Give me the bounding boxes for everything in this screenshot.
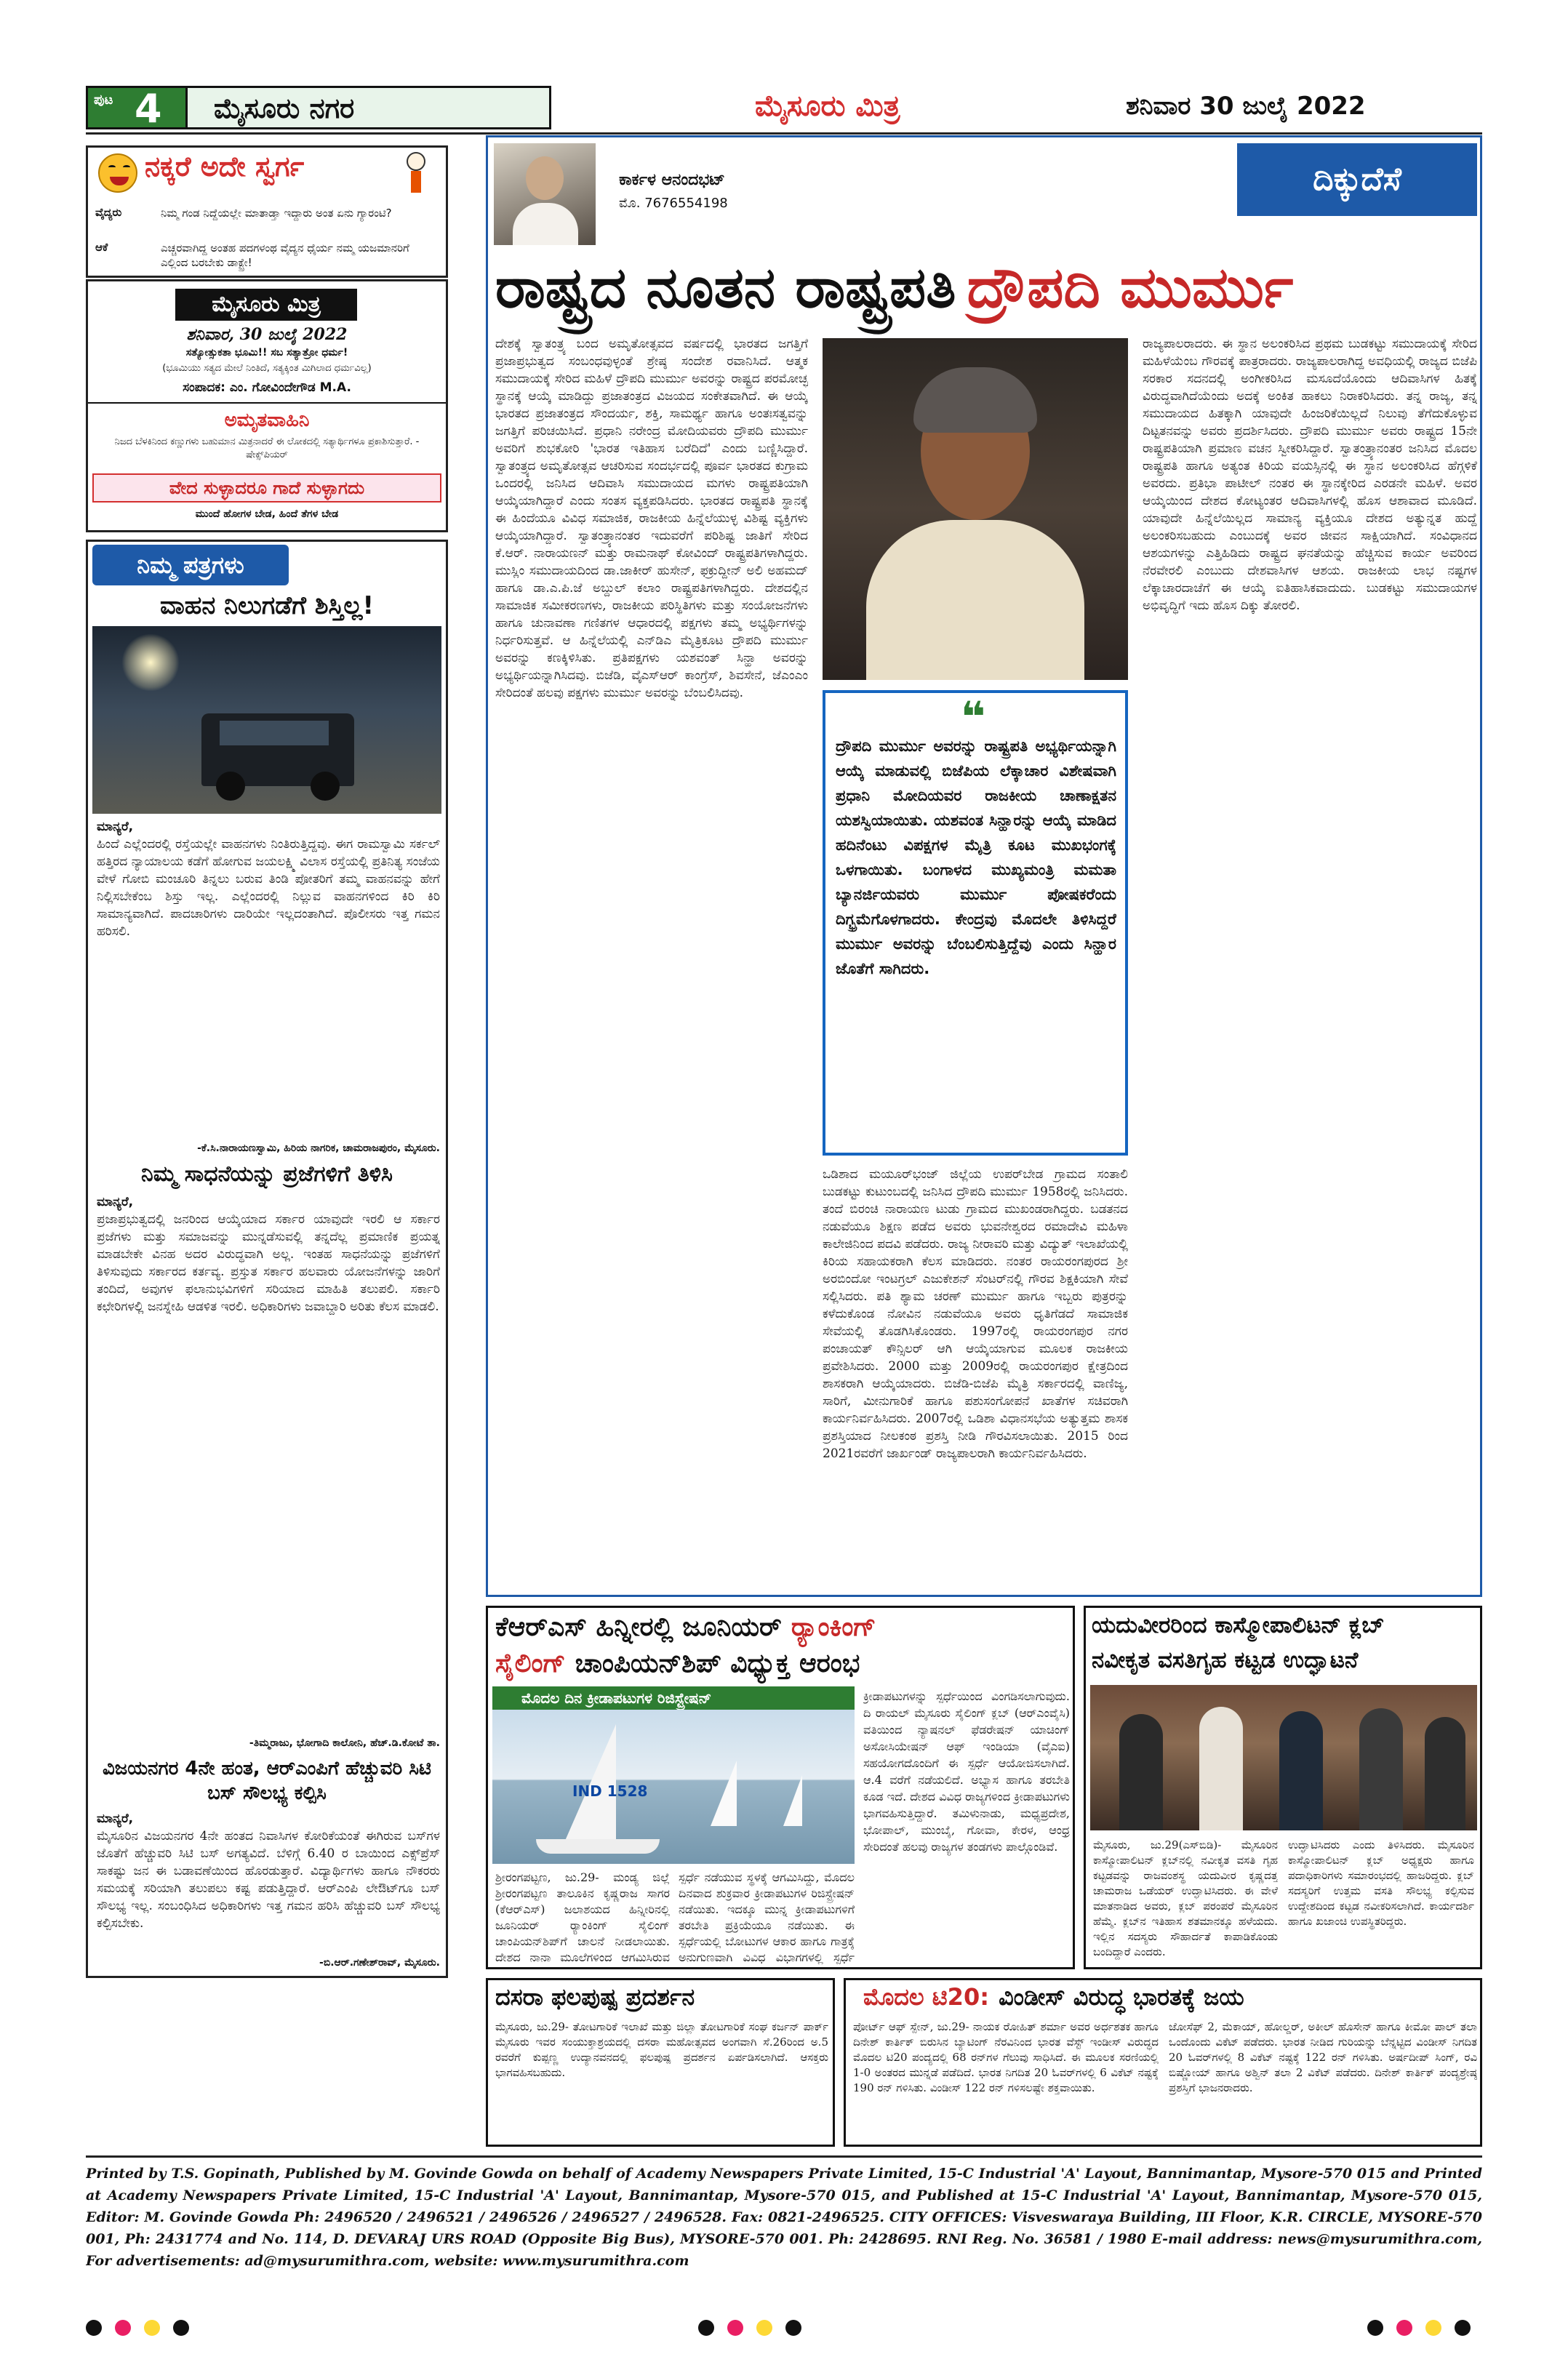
letter3-sign: -ಬಿ.ಆರ್.ಗಣೇಶ್‌ರಾವ್, ಮೈಸೂರು. (319, 1957, 440, 1969)
sailing-headline-b: ರ‍್ಯಾಂಕಿಂಗ್ (791, 1612, 876, 1642)
laughing-face-icon (98, 153, 137, 193)
letters-box (86, 540, 448, 1978)
masthead (86, 86, 1482, 132)
page-number: 4 (135, 86, 162, 132)
veda-title: ವೇದ ಸುಳ್ಳಾದರೂ ಗಾದೆ ಸುಳ್ಳಾಗದು (169, 478, 365, 498)
page-number-badge (86, 86, 188, 132)
wheel-right (311, 772, 340, 801)
letters-header-text: ನಿಮ್ಮ ಪತ್ರಗಳು (137, 551, 244, 579)
cricket-headline-b: ವಿಂಡೀಸ್ ವಿರುದ್ಧ ಭಾರತಕ್ಕೆ ಜಯ (999, 1983, 1244, 2011)
person-5 (1425, 1717, 1465, 1830)
person-2 (1199, 1707, 1243, 1830)
person-3 (1279, 1711, 1323, 1830)
letter1-sign: -ಕೆ.ಸಿ.ನಾರಾಯಣಸ್ವಾಮಿ, ಹಿರಿಯ ನಾಗರಿಕ, ಚಾಮರಾಜಪುರಂ, ಮೈಸೂರು. (197, 1142, 440, 1154)
cricket-article (844, 1978, 1482, 2147)
letter3-body: ಮೈಸೂರಿನ ವಿಜಯನಗರ 4ನೇ ಹಂತದ ನಿವಾಸಿಗಳ ಕೋರಿಕೆಯಂತೆ ಈಗಿರುವ ಬಸ್‌ಗಳ ಜೊತೆಗೆ ಹೆಚ್ಚುವರಿ ಸಿಟಿ ಬಸ್ ಅಗತ್ಯವಿದೆ. ಬೆಳಿಗ್ಗೆ 6.40 ರ ಬಾಯಿಂದ ಎಕ್ಸ್‌ಪ್ರೆಸ್ ಸಾಕಷ್ಟು ಜನ ಈ ಬಡಾವಣೆಯಿಂದ ಹೊರಡುತ್ತಾರೆ. ವಿದ್ಯಾರ್ಥಿಗಳು ಹಾಗೂ ನೌಕರರು ಸಮಯಕ್ಕೆ ಸರಿಯಾಗಿ ತಲುಪಲು ಕಷ್ಟ ಪಡುತ್ತಿದ್ದಾರೆ. ಆರ್‌ಎಂಪಿ ಲೇಔಟ್‌ಗೂ ಬಸ್ ಸೌಲಭ್ಯ ಇಲ್ಲ. ಸಂಬಂಧಿಸಿದ ಅಧಿಕಾರಿಗಳು ಇತ್ತ ಗಮನ ಹರಿಸಿ ಹೆಚ್ಚುವರಿ ಬಸ್ ಸೌಲಭ್ಯ ಕಲ್ಪಿಸಬೇಕು. (97, 1829, 440, 1931)
sailing-body-right: ಕ್ರೀಡಾಪಟುಗಳನ್ನು ಸ್ಪರ್ಧೆಯಿಂದ ವಿಂಗಡಿಸಲಾಗುವುದು. ದಿ ರಾಯಲ್ ಮೈಸೂರು ಸೈಲಿಂಗ್ ಕ್ಲಬ್ (ಆರ್‌ಎಂವೈಸಿ) ವತಿಯಿಂದ ನ್ಯಾಷನಲ್ ಫೆಡರೇಷನ್ ಯಾಚಿಂಗ್ ಅಸೋಸಿಯೇಷನ್ ಆಫ್ ಇಂಡಿಯಾ (ವೈಎಐ) ಸಹಯೋಗದೊಂದಿಗೆ ಈ ಸ್ಪರ್ಧೆ ಆಯೋಜಿಸಲಾಗಿದೆ. ಆ.4 ವರೆಗೆ ನಡೆಯಲಿದೆ. ಅಭ್ಯಾಸ ಹಾಗೂ ತರಬೇತಿ ಕೂಡ ಇದೆ. ದೇಶದ ವಿವಿಧ ರಾಜ್ಯಗಳಿಂದ ಕ್ರೀಡಾಪಟುಗಳು ಭಾಗವಹಿಸುತ್ತಿದ್ದಾರೆ. ತಮಿಳುನಾಡು, ಮಧ್ಯಪ್ರದೇಶ, ಭೋಪಾಲ್, ಮುಂಬೈ, ಗೋವಾ, ಕೇರಳ, ಆಂಧ್ರ ಸೇರಿದಂತೆ ಹಲವು ರಾಜ್ಯಗಳ ತಂಡಗಳು ಪಾಲ್ಗೊಂಡಿವೆ. (863, 1689, 1070, 1854)
club-headline-b: ನವೀಕೃತ ವಸತಿಗೃಹ ಕಟ್ಟಡ ಉದ್ಘಾಟನೆ (1092, 1647, 1359, 1673)
flower-body: ಮೈಸೂರು, ಜು.29- ತೋಟಗಾರಿಕೆ ಇಲಾಖೆ ಮತ್ತು ಜಿಲ್ಲಾ ತೋಟಗಾರಿಕೆ ಸಂಘ ಕರ್ಜನ್ ಪಾರ್ಕ್ ಮೈಸೂರು ಇವರ ಸಂಯುಕ್ತಾಶ್ರಯದಲ್ಲಿ ದಸರಾ ಮಹೋತ್ಸವದ ಅಂಗವಾಗಿ ಸೆ.26ರಿಂದ ಅ.5 ರವರೆಗೆ ಕುಪ್ಪಣ್ಣ ಉದ್ಯಾನವನದಲ್ಲಿ ಫಲಪುಷ್ಪ ಪ್ರದರ್ಶನ ಏರ್ಪಡಿಸಲಾಗಿದೆ. ಆಸಕ್ತರು ಭಾಗವಹಿಸಬಹುದು. (495, 2020, 828, 2079)
edit-editor: ಸಂಪಾದಕ: ಎಂ. ಗೋವಿಂದೇಗೌಡ M.A. (183, 380, 351, 395)
letter1-title: ವಾಹನ ನಿಲುಗಡೆಗೆ ಶಿಸ್ತಿಲ್ಲ! (159, 591, 375, 620)
cricket-headline-a: ಮೊದಲ ಟಿ20: (863, 1983, 990, 2011)
footer-imprint: Printed by T.S. Gopinath, Published by M. Govinde Gowda on behalf of Academy Newspapers Private Limited, 15-C Industrial 'A' Layout, Bannimantap, Mysore-570 015 and Printed at Academy Newspapers Private Limited, 15-C Industrial 'A' Layout, Bannimantap, Mysore-570 015, and Published at 15-C Industrial 'A' Layout, Bannimantap, Mysore-570 015, Editor: M. Govinde Gowda Ph: 2496520 / 2496521 / 2496526 / 2496527 / 2496528. Fax: 0821-2496525. CITY OFFICES: Visveswaraya Building, III Floor, K.R. CIRCLE, MYSORE-570 001, Ph: 2431774 and No. 114, D. DEVARAJ URS ROAD (Opposite Big Bus), MYSORE-570 001. Ph: 2428695. RNI Reg. No. 36581 / 1980 E-mail address: news@mysurumithra.com, For advertisements: ad@mysurumithra.com, website: www.mysurumithra.com (86, 2166, 1482, 2269)
sailing-body-left: ಶ್ರೀರಂಗಪಟ್ಟಣ, ಜು.29- ಮಂಡ್ಯ ಜಿಲ್ಲೆ ಶ್ರೀರಂಗಪಟ್ಟಣ ತಾಲೂಕಿನ ಕೃಷ್ಣರಾಜ ಸಾಗರ (ಕೆಆರ್‌ಎಸ್) ಜಲಾಶಯದ ಹಿನ್ನೀರಿನಲ್ಲಿ ಜೂನಿಯರ್ ರ‍್ಯಾಂಕಿಂಗ್ ಸೈಲಿಂಗ್ ಚಾಂಪಿಯನ್‌ಶಿಪ್‌ಗೆ ಚಾಲನೆ ನೀಡಲಾಯಿತು. ದೇಶದ ನಾನಾ ಮೂಲೆಗಳಿಂದ ಆಗಮಿಸಿರುವ (495, 1870, 670, 1964)
edit-motto2: (ಭೂಮಿಯು ಸತ್ಯದ ಮೇಲೆ ನಿಂತಿದೆ, ಸತ್ಯಕ್ಕಿಂತ ಮಿಗಿಲಾದ ಧರ್ಮವಿಲ್ಲ) (162, 363, 372, 374)
amrita-title: ಅಮೃತವಾಹಿನಿ (224, 409, 310, 431)
sailing-headline-1 (495, 1612, 1070, 1643)
sailing-headline-d: ಚಾಂಪಿಯನ್‌ಶಿಪ್ ವಿಧ್ಯುಕ್ತ ಆರಂಭ (575, 1649, 860, 1678)
club-body-left: ಮೈಸೂರು, ಜು.29(ಎಸ್‌ಬಿಡಿ)- ಮೈಸೂರಿನ ಕಾಸ್ಮೋಪಾಲಿಟನ್ ಕ್ಲಬ್‌ನಲ್ಲಿ ನವೀಕೃತ ವಸತಿ ಗೃಹ ಕಟ್ಟಡವನ್ನು ರಾಜವಂಶಸ್ಥ ಯದುವೀರ ಕೃಷ್ಣದತ್ತ ಚಾಮರಾಜ ಒಡೆಯರ್ ಉದ್ಘಾಟಿಸಿದರು. ಈ ವೇಳೆ ಮಾತನಾಡಿದ ಅವರು, ಕ್ಲಬ್ ಪರಂಪರೆ ಮೈಸೂರಿನ ಹೆಮ್ಮೆ. ಕ್ಲಬ್‌ನ ಇತಿಹಾಸ ಶತಮಾನಕ್ಕೂ ಹಳೆಯದು. ಇಲ್ಲಿನ ಸದಸ್ಯರು ಸೌಹಾರ್ದತೆ ಕಾಪಾಡಿಕೊಂಡು ಬಂದಿದ್ದಾರೆ ಎಂದರು. (1093, 1838, 1278, 1958)
sailing-body-mid: ಸ್ಪರ್ಧೆ ನಡೆಯುವ ಸ್ಥಳಕ್ಕೆ ಆಗಮಿಸಿದ್ದು, ಮೊದಲ ದಿನವಾದ ಶುಕ್ರವಾರ ಕ್ರೀಡಾಪಟುಗಳ ರಿಜಿಸ್ಟ್ರೇಷನ್ ನಡೆಯಿತು. ಇದಕ್ಕೂ ಮುನ್ನ ಕ್ರೀಡಾಪಟುಗಳಿಗೆ ತರಬೇತಿ ಪ್ರಕ್ರಿಯೆಯೂ ನಡೆಯಿತು. ಈ ಸ್ಪರ್ಧೆಯಲ್ಲಿ ಬೋಟುಗಳ ಆಕಾರ ಹಾಗೂ ಗಾತ್ರಕ್ಕೆ ಅನುಗುಣವಾಗಿ ವಿವಿಧ ವಿಭಾಗಗಳಲ್ಲಿ ಸ್ಪರ್ಧೆ (679, 1870, 855, 1964)
cricket-headline (863, 1983, 1474, 2011)
edit-motto1: ಸತ್ಯೋತ್ಸುಕತಾ ಭೂಮಿ!! ಸಬ ಸತ್ಯಾತ್ರೋ ಧರ್ಮ! (185, 347, 348, 359)
wheel-left (216, 772, 245, 801)
veda-bar (92, 473, 441, 503)
sailing-headline-2 (495, 1649, 1070, 1679)
letter3-salute: ಮಾನ್ಯರೆ, (97, 1811, 134, 1826)
hair-shape (913, 367, 1037, 433)
sail-small-1 (711, 1761, 737, 1826)
letter1-salute: ಮಾನ್ಯರೆ, (97, 820, 134, 834)
sailing-caption: ಮೊದಲ ದಿನ ಕ್ರೀಡಾಪಟುಗಳ ರಿಜಿಸ್ಟ್ರೇಷನ್ (521, 1689, 712, 1707)
section-title-bar (188, 86, 551, 129)
letters-header (92, 545, 289, 585)
registration-marks-right (1367, 2320, 1484, 2339)
author-photo (494, 143, 596, 245)
sail-number: IND 1528 (572, 1782, 648, 1800)
club-body-right: ಉದ್ಘಾಟಿಸಿದರು ಎಂದು ತಿಳಿಸಿದರು. ಮೈಸೂರಿನ ಕಾಸ್ಮೋಪಾಲಿಟನ್ ಕ್ಲಬ್ ಅಧ್ಯಕ್ಷರು ಹಾಗೂ ಪದಾಧಿಕಾರಿಗಳು ಸಮಾರಂಭದಲ್ಲಿ ಹಾಜರಿದ್ದರು. ಕ್ಲಬ್ ಸದಸ್ಯರಿಗೆ ಉತ್ತಮ ವಸತಿ ಸೌಲಭ್ಯ ಕಲ್ಪಿಸುವ ಉದ್ದೇಶದಿಂದ ಕಟ್ಟಡ ನವೀಕರಿಸಲಾಗಿದೆ. ಕಾರ್ಯದರ್ಶಿ ಹಾಗೂ ಖಜಾಂಚಿ ಉಪಸ್ಥಿತರಿದ್ದರು. (1288, 1838, 1474, 1928)
cartoon-icon (393, 152, 437, 196)
section-title: ಮೈಸೂರು ನಗರ (214, 92, 355, 124)
author-phone: ಮೊ. 7676554198 (619, 196, 728, 211)
flower-headline: ದಸರಾ ಫಲಪುಷ್ಪ ಪ್ರದರ್ಶನ (495, 1983, 695, 2011)
suv-window (220, 721, 329, 745)
parked-vehicles-photo (92, 626, 441, 814)
edit-paper-name: ಮೈಸೂರು ಮಿತ್ರ (212, 292, 321, 317)
sailing-headline-a: ಕೆಆರ್‌ಎಸ್ ಹಿನ್ನೀರಲ್ಲಿ ಜೂನಿಯರ್ (495, 1612, 782, 1642)
column-article (486, 135, 1482, 1597)
sailing-photo (492, 1710, 855, 1864)
letter2-sign: -ತಿಮ್ಮರಾಜು, ಭೋಗಾದಿ ಕಾಲೋನಿ, ಹೆಚ್.ಡಿ.ಕೋಟೆ ತಾ. (249, 1737, 440, 1749)
headline (495, 255, 1477, 328)
amrita-text: ನಿಜದ ಬೆಳಕಿನಿಂದ ಕಣ್ಣುಗಳು ಬಹುಮಾನ ಮಿತ್ರನಾದರೆ ಈ ಲೋಕದಲ್ಲಿ ಸತ್ಯಾರ್ಥಿಗಳೂ ಪ್ರಕಾಶಿಸುತ್ತಾರೆ. - ಷೇಕ್ಸ್‌ಪಿಯರ್ (114, 436, 420, 460)
edit-paper-name-bar (175, 289, 357, 321)
flower-article (486, 1978, 835, 2147)
joke-q-label: ವೈದ್ಯರು (95, 206, 122, 219)
edit-divider (88, 402, 446, 404)
letter2-title: ನಿಮ್ಮ ಸಾಧನೆಯನ್ನು ಪ್ರಜೆಗಳಿಗೆ ತಿಳಿಸಿ (141, 1161, 393, 1187)
paper-name: ಮೈಸೂರು ಮಿತ್ರ (755, 89, 900, 123)
joke-box (86, 145, 448, 278)
club-photo (1090, 1685, 1477, 1830)
sailing-headline-c: ಸೈಲಿಂಗ್ (495, 1649, 566, 1678)
sailing-caption-bar (492, 1686, 855, 1710)
page-label: ಪುಟ (94, 92, 113, 108)
veda-text: ಮುಂದೆ ಹೋಗಳ ಬೇಡ, ಹಿಂದೆ ತೆಗಳ ಬೇಡ (195, 508, 339, 520)
cricket-body2: ಜೋಸೆಫ್ 2, ಮೆಕಾಯ್, ಹೋಲ್ಡರ್, ಅಕೀಲ್ ಹೊಸೇನ್ ಹಾಗೂ ಕೀಮೋ ಪಾಲ್ ತಲಾ ಒಂದೊಂದು ವಿಕೆಟ್ ಪಡೆದರು. ಭಾರತ ನೀಡಿದ ಗುರಿಯನ್ನು ಬೆನ್ನಟ್ಟಿದ ವಿಂಡೀಸ್ ನಿಗದಿತ 20 ಓವರ್‌ಗಳಲ್ಲಿ 8 ವಿಕೆಟ್ ನಷ್ಟಕ್ಕೆ 122 ರನ್ ಗಳಿಸಿತು. ಅರ್ಷದೀಪ್ ಸಿಂಗ್, ರವಿ ಬಿಷ್ಣೋಯ್ ಹಾಗೂ ಅಶ್ವಿನ್ ತಲಾ 2 ವಿಕೆಟ್ ಪಡೆದರು. ದಿನೇಶ್ ಕಾರ್ತಿಕ್ ಪಂದ್ಯಶ್ರೇಷ್ಠ ಪ್ರಶಸ್ತಿಗೆ ಭಾಜನರಾದರು. (1169, 2020, 1477, 2094)
headline-main: ರಾಷ್ಟ್ರದ ನೂತನ ರಾಷ್ಟ್ರಪತಿ (495, 255, 956, 321)
article-col1: ದೇಶಕ್ಕೆ ಸ್ವಾತಂತ್ರ್ಯ ಬಂದ ಅಮೃತೋತ್ಸವದ ವರ್ಷದಲ್ಲಿ ಭಾರತದ ಜಗತ್ತಿಗೆ ಪ್ರಜಾಪ್ರಭುತ್ವದ ಸಂಬಂಧವುಳ್ಳಂತೆ ಶ್ರೇಷ್ಠ ಸಂದೇಶ ರವಾನಿಸಿದೆ. ಆತ್ಮಕ ಸಮುದಾಯಕ್ಕೆ ಸೇರಿದ ಮಹಿಳೆ ದ್ರೌಪದಿ ಮುರ್ಮು ಅವರನ್ನು ರಾಷ್ಟ್ರದ ಪರಮೋಚ್ಛ ಸ್ಥಾನಕ್ಕೆ ಆಯ್ಕೆ ಮಾಡಿದ್ದು ಪ್ರಜಾತಂತ್ರದ ವಿಜಯದ ಸಂಕೇತವಾಗಿದೆ. ಈ ಆಯ್ಕೆ ಭಾರತದ ಪ್ರಜಾತಂತ್ರದ ಸೌಂದರ್ಯ, ಶಕ್ತಿ, ಸಾಮರ್ಥ್ಯ ಹಾಗೂ ಅಂತಃಸತ್ವವನ್ನು ಜಗತ್ತಿಗೆ ಪರಿಚಯಿಸಿದೆ. ಪ್ರಧಾನಿ ನರೇಂದ್ರ ಮೋದಿಯವರು ದ್ರೌಪದಿ ಮುರ್ಮು ಅವರಿಗೆ ಶುಭಕೋರಿ 'ಭಾರತ ಇತಿಹಾಸ ಬರೆದಿದೆ' ಎಂದು ಬಣ್ಣಿಸಿದ್ದಾರೆ. ಸ್ವಾತಂತ್ರ್ಯದ ಅಮೃತೋತ್ಸವ ಆಚರಿಸುವ ಸಂದರ್ಭದಲ್ಲಿ ಪೂರ್ವ ಭಾರತದ ಕುಗ್ರಾಮ ಒಂದರಲ್ಲಿ ಜನಿಸಿದ ಆದಿವಾಸಿ ಸಮುದಾಯದ ಮಗಳು ರಾಷ್ಟ್ರಪತಿಯಾಗಿ ಆಯ್ಕೆಯಾಗಿದ್ದಾರೆ ಎಂದು ಸಂತಸ ವ್ಯಕ್ತಪಡಿಸಿದರು. ಭಾರತದ ರಾಷ್ಟ್ರಪತಿ ಸ್ಥಾನಕ್ಕೆ ಈ ಹಿಂದೆಯೂ ವಿವಿಧ ಸಮಾಜಿಕ, ರಾಜಕೀಯ ಹಿನ್ನೆಲೆಯುಳ್ಳ ವಿಶಿಷ್ಟ ವ್ಯಕ್ತಿಗಳು ಆಯ್ಕೆಯಾಗಿದ್ದಾರೆ. ಸ್ವಾತಂತ್ರ್ಯಾನಂತರ ಇದುವರೆಗೆ ಪರಿಶಿಷ್ಟ ಜಾತಿಗೆ ಸೇರಿದ ಕೆ.ಆರ್. ನಾರಾಯಣನ್ ಮತ್ತು ರಾಮನಾಥ್ ಕೋವಿಂದ್ ರಾಷ್ಟ್ರಪತಿಗಳಾಗಿದ್ದರು. ಮುಸ್ಲಿಂ ಸಮುದಾಯದಿಂದ ಡಾ.ಜಾಕೀರ್ ಹುಸೇನ್, ಫಕ್ರುದ್ದೀನ್ ಅಲಿ ಅಹಮದ್ ಹಾಗೂ ಡಾ.ಎ.ಪಿ.ಜೆ ಅಬ್ದುಲ್ ಕಲಾಂ ರಾಷ್ಟ್ರಪತಿಗಳಾಗಿದ್ದರು. ದೇಶದಲ್ಲಿನ ಸಾಮಾಜಿಕ ಸಮೀಕರಣಗಳು, ರಾಜಕೀಯ ಪರಿಸ್ಥಿತಿಗಳು ಮತ್ತು ಸಂಯೋಜನೆಗಳು ಹಾಗೂ ಚುನಾವಣಾ ಗಣಿತಗಳ ಆಧಾರದಲ್ಲಿ ಪಕ್ಷಗಳು ತಮ್ಮ ಅಭ್ಯರ್ಥಿಗಳನ್ನು ನಿರ್ಧರಿಸುತ್ತವೆ. ಆ ಹಿನ್ನೆಲೆಯಲ್ಲಿ ಎನ್‌ಡಿಎ ಮೈತ್ರಿಕೂಟ ದ್ರೌಪದಿ ಮುರ್ಮು ಅವರನ್ನು ಕಣಕ್ಕಿಳಿಸಿತು. ಪ್ರತಿಪಕ್ಷಗಳು ಯಶವಂತ್ ಸಿನ್ಹಾ ಅವರನ್ನು ಅಭ್ಯರ್ಥಿಯನ್ನಾಗಿಸಿದವು. ಬಿಜೆಡಿ, ವೈಎಸ್‌ಆರ್ ಕಾಂಗ್ರೆಸ್, ಶಿವಸೇನೆ, ಜೆಎಂಎಂ ಸೇರಿದಂತೆ ಹಲವು ಪಕ್ಷಗಳು ಮುರ್ಮು ಅವರನ್ನು ಬೆಂಬಲಿಸಿದವು. (495, 337, 808, 700)
sail-small-2 (783, 1775, 802, 1826)
column-label: ದಿಕ್ಕುದೆಸೆ (1313, 161, 1401, 198)
edit-date: ಶನಿವಾರ, 30 ಜುಲೈ 2022 (186, 325, 348, 344)
registration-marks-center (698, 2320, 815, 2339)
headline-name: ದ್ರೌಪದಿ ಮುರ್ಮು (967, 255, 1294, 321)
article-col3: ರಾಜ್ಯಪಾಲರಾದರು. ಈ ಸ್ಥಾನ ಅಲಂಕರಿಸಿದ ಪ್ರಥಮ ಬುಡಕಟ್ಟು ಸಮುದಾಯಕ್ಕೆ ಸೇರಿದ ಮಹಿಳೆಯೆಂಬ ಗೌರವಕ್ಕೆ ಪಾತ್ರರಾದರು. ರಾಜ್ಯಪಾಲರಾಗಿದ್ದ ಅವಧಿಯಲ್ಲಿ ರಾಜ್ಯದ ಬಿಜೆಪಿ ಸರಕಾರ ಸದನದಲ್ಲಿ ಅಂಗೀಕರಿಸಿದ ಮಸೂದೆಯೊಂದು ಆದಿವಾಸಿಗಳ ಹಿತಕ್ಕೆ ವಿರುದ್ಧವಾಗಿದೆಯೆಂದು ಅದಕ್ಕೆ ಅಂಕಿತ ಹಾಕಲು ನಿರಾಕರಿಸಿದರು. ತನ್ನ ರಾಜ್ಯ, ತನ್ನ ಸಮುದಾಯದ ಹಿತಕ್ಕಾಗಿ ಯಾವುದೇ ಹಿಂಜರಿಕೆಯಿಲ್ಲದೆ ನಿಲುವು ತೆಗೆದುಕೊಳ್ಳುವ ದಿಟ್ಟತನವನ್ನು ಅವರು ಪ್ರದರ್ಶಿಸಿದರು. ದ್ರೌಪದಿ ಮುರ್ಮು ಅವರು ರಾಷ್ಟ್ರದ 15ನೇ ರಾಷ್ಟ್ರಪತಿಯಾಗಿ ಪ್ರಮಾಣ ವಚನ ಸ್ವೀಕರಿಸಿದ್ದಾರೆ. ಸ್ವಾತಂತ್ರ್ಯಾನಂತರ ಜನಿಸಿದ ಮೊದಲ ರಾಷ್ಟ್ರಪತಿ ಹಾಗೂ ಅತ್ಯಂತ ಕಿರಿಯ ವಯಸ್ಸಿನಲ್ಲಿ ಈ ಸ್ಥಾನ ಅಲಂಕರಿಸಿದ ಹೆಗ್ಗಳಿಕೆ ಅವರದು. ಪ್ರತಿಭಾ ಪಾಟೀಲ್ ನಂತರ ಈ ಸ್ಥಾನಕ್ಕೇರಿದ ಎರಡನೇ ಮಹಿಳೆ. ಅವರ ಆಯ್ಕೆಯಿಂದ ದೇಶದ ಕೋಟ್ಯಂತರ ಆದಿವಾಸಿಗಳಲ್ಲಿ ಹೊಸ ಆಶಾವಾದ ಮೂಡಿದೆ. ಯಾವುದೇ ಹಿನ್ನೆಲೆಯಿಲ್ಲದ ಸಾಮಾನ್ಯ ವ್ಯಕ್ತಿಯೂ ದೇಶದ ಅತ್ಯುನ್ನತ ಹುದ್ದೆ ಅಲಂಕರಿಸಬಹುದು ಎಂಬುದಕ್ಕೆ ಅವರ ಜೀವನ ಸಾಕ್ಷಿಯಾಗಿದೆ. ಸಂವಿಧಾನದ ಆಶಯಗಳನ್ನು ಎತ್ತಿಹಿಡಿದು ರಾಷ್ಟ್ರದ ಘನತೆಯನ್ನು ಹೆಚ್ಚಿಸುವ ಕಾರ್ಯ ಅವರಿಂದ ನೆರವೇರಲಿ ಎಂಬುದು ದೇಶವಾಸಿಗಳ ಆಶಯ. ರಾಜಕೀಯ ಲಾಭ ನಷ್ಟಗಳ ಲೆಕ್ಕಾಚಾರದಾಚೆಗೆ ಈ ಆಯ್ಕೆ ಐತಿಹಾಸಿಕವಾದುದು. ಬುಡಕಟ್ಟು ಸಮುದಾಯಗಳ ಅಭಿವೃದ್ಧಿಗೆ ಇದು ಹೊಸ ದಿಕ್ಕು ತೋರಲಿ. (1143, 337, 1477, 613)
club-article (1084, 1606, 1482, 1969)
club-headline-a: ಯದುವೀರರಿಂದ ಕಾಸ್ಮೋಪಾಲಿಟನ್ ಕ್ಲಬ್ (1092, 1612, 1385, 1638)
quote-icon: ❝ (960, 692, 986, 742)
footer-rule (86, 2155, 1482, 2158)
joke-a-label: ಆಕೆ (95, 241, 108, 254)
person-1 (1119, 1714, 1163, 1830)
boat-hull (536, 1839, 660, 1854)
pull-quote-text: ದ್ರೌಪದಿ ಮುರ್ಮು ಅವರನ್ನು ರಾಷ್ಟ್ರಪತಿ ಅಭ್ಯರ್ಥಿಯನ್ನಾಗಿ ಆಯ್ಕೆ ಮಾಡುವಲ್ಲಿ ಬಿಜೆಪಿಯ ಲೆಕ್ಕಾಚಾರ ವಿಶೇಷವಾಗಿ ಪ್ರಧಾನಿ ಮೋದಿಯವರ ರಾಜಕೀಯ ಚಾಣಾಕ್ಷತನ ಯಶಸ್ವಿಯಾಯಿತು. ಯಶವಂತ ಸಿನ್ಹಾರನ್ನು ಆಯ್ಕೆ ಮಾಡಿದ ಹದಿನೆಂಟು ವಿಪಕ್ಷಗಳ ಮೈತ್ರಿ ಕೂಟ ಮುಖಭಂಗಕ್ಕೆ ಒಳಗಾಯಿತು. ಬಂಗಾಳದ ಮುಖ್ಯಮಂತ್ರಿ ಮಮತಾ ಬ್ಯಾನರ್ಜಿಯವರು ಮುರ್ಮು ಪೋಷಕರೆಂದು ದಿಗ್ಭ್ರಮೆಗೊಳಗಾದರು. ಕೇಂದ್ರವು ಮೊದಲೇ ತಿಳಿಸಿದ್ದರೆ ಮುರ್ಮು ಅವರನ್ನು ಬೆಂಬಲಿಸುತ್ತಿದ್ದೆವು ಎಂದು ಸಿನ್ಹಾರ ಜೊತೆಗೆ ಸಾಗಿದರು. (836, 737, 1116, 977)
joke-q-text: ನಿಮ್ಮ ಗಂಡ ನಿದ್ದೆಯಲ್ಲೇ ಮಾತಾಡ್ತಾ ಇದ್ದಾರು ಅಂತ ಏನು ಗ್ಯಾರಂಟಿ? (161, 207, 392, 220)
letter2-body: ಪ್ರಜಾಪ್ರಭುತ್ವದಲ್ಲಿ ಜನರಿಂದ ಆಯ್ಕೆಯಾದ ಸರ್ಕಾರ ಯಾವುದೇ ಇರಲಿ ಆ ಸರ್ಕಾರ ಪ್ರಜೆಗಳು ಮತ್ತು ಸಮಾಜವನ್ನು ಮುನ್ನಡೆಸುವಲ್ಲಿ ತನ್ನದೆಲ್ಲ ಪ್ರಮಾಣಿಕ ಪ್ರಯತ್ನ ಮಾಡಬೇಕೇ ವಿನಹ ಅದರ ವಿರುದ್ಧವಾಗಿ ಅಲ್ಲ. ಇಂತಹ ಸಾಧನೆಯನ್ನು ಪ್ರಜೆಗಳಿಗೆ ತಿಳಿಸುವುದು ಸರ್ಕಾರದ ಕರ್ತವ್ಯ. ಪ್ರಸ್ತುತ ಸರ್ಕಾರ ಹಲವಾರು ಯೋಜನೆಗಳನ್ನು ಜಾರಿಗೆ ತಂದಿದೆ, ಅವುಗಳ ಫಲಾನುಭವಿಗಳಿಗೆ ಸರಿಯಾದ ಮಾಹಿತಿ ತಲುಪಲಿ. ಸರ್ಕಾರಿ ಕಛೇರಿಗಳಲ್ಲಿ ಜನಸ್ನೇಹಿ ಆಡಳಿತ ಇರಲಿ. ಅಧಿಕಾರಿಗಳು ಜವಾಬ್ದಾರಿ ಅರಿತು ಕೆಲಸ ಮಾಡಲಿ. (97, 1212, 440, 1314)
registration-marks-left (86, 2320, 202, 2339)
person-4 (1359, 1708, 1403, 1830)
joke-a-text: ಎಚ್ಚರವಾಗಿದ್ದ ಅಂತಹ ಪದಗಳಂಥ ವೈದ್ಯನ ಧೈರ್ಯ ನಮ್ಮ ಯಜಮಾನರಿಗೆ ಎಲ್ಲಿಂದ ಬರಬೇಕು ಡಾಕ್ಟ್ರೇ! (161, 241, 409, 269)
article-col2: ಒಡಿಶಾದ ಮಯೂರ್‌ಭಂಜ್ ಜಿಲ್ಲೆಯ ಉಪರ್‌ಬೇಡ ಗ್ರಾಮದ ಸಂತಾಲಿ ಬುಡಕಟ್ಟು ಕುಟುಂಬದಲ್ಲಿ ಜನಿಸಿದ ದ್ರೌಪದಿ ಮುರ್ಮು 1958ರಲ್ಲಿ ಜನಿಸಿದರು. ತಂದೆ ಬಿರಂಚಿ ನಾರಾಯಣ ಟುಡು ಗ್ರಾಮದ ಮುಖಂಡರಾಗಿದ್ದರು. ಬಡತನದ ನಡುವೆಯೂ ಶಿಕ್ಷಣ ಪಡೆದ ಅವರು ಭುವನೇಶ್ವರದ ರಮಾದೇವಿ ಮಹಿಳಾ ಕಾಲೇಜಿನಿಂದ ಪದವಿ ಪಡೆದರು. ರಾಜ್ಯ ನೀರಾವರಿ ಮತ್ತು ವಿದ್ಯುತ್ ಇಲಾಖೆಯಲ್ಲಿ ಕಿರಿಯ ಸಹಾಯಕರಾಗಿ ಕೆಲಸ ಮಾಡಿದರು. ನಂತರ ರಾಯರಂಗಪುರದ ಶ್ರೀ ಅರಬಿಂದೋ ಇಂಟಗ್ರಲ್ ಎಜುಕೇಶನ್ ಸೆಂಟರ್‌ನಲ್ಲಿ ಗೌರವ ಶಿಕ್ಷಕಿಯಾಗಿ ಸೇವೆ ಸಲ್ಲಿಸಿದರು. ಪತಿ ಶ್ಯಾಮ ಚರಣ್ ಮುರ್ಮು ಹಾಗೂ ಇಬ್ಬರು ಪುತ್ರರನ್ನು ಕಳೆದುಕೊಂಡ ನೋವಿನ ನಡುವೆಯೂ ಅವರು ಧೃತಿಗೆಡದೆ ಸಾಮಾಜಿಕ ಸೇವೆಯಲ್ಲಿ ತೊಡಗಿಸಿಕೊಂಡರು. 1997ರಲ್ಲಿ ರಾಯರಂಗಪುರ ನಗರ ಪಂಚಾಯತ್ ಕೌನ್ಸಿಲರ್ ಆಗಿ ಆಯ್ಕೆಯಾಗುವ ಮೂಲಕ ರಾಜಕೀಯ ಪ್ರವೇಶಿಸಿದರು. 2000 ಮತ್ತು 2009ರಲ್ಲಿ ರಾಯರಂಗಪುರ ಕ್ಷೇತ್ರದಿಂದ ಶಾಸಕರಾಗಿ ಆಯ್ಕೆಯಾದರು. ಬಿಜೆಡಿ-ಬಿಜೆಪಿ ಮೈತ್ರಿ ಸರ್ಕಾರದಲ್ಲಿ ವಾಣಿಜ್ಯ, ಸಾರಿಗೆ, ಮೀನುಗಾರಿಕೆ ಹಾಗೂ ಪಶುಸಂಗೋಪನೆ ಖಾತೆಗಳ ಸಚಿವರಾಗಿ ಕಾರ್ಯನಿರ್ವಹಿಸಿದರು. 2007ರಲ್ಲಿ ಒಡಿಶಾ ವಿಧಾನಸಭೆಯ ಅತ್ಯುತ್ತಮ ಶಾಸಕ ಪ್ರಶಸ್ತಿಯಾದ ನೀಲಕಂಠ ಪ್ರಶಸ್ತಿ ನೀಡಿ ಗೌರವಿಸಲಾಯಿತು. 2015 ರಿಂದ 2021ರವರೆಗೆ ಜಾರ್ಖಂಡ್ ರಾಜ್ಯಪಾಲರಾಗಿ ಕಾರ್ಯನಿರ್ವಹಿಸಿದರು. (823, 1167, 1128, 1461)
column-label-bar (1237, 143, 1477, 216)
sailing-article (486, 1606, 1075, 1969)
saree-shape (866, 520, 1084, 680)
editorial-box (86, 279, 448, 532)
masthead-rule (86, 132, 1482, 135)
letter2-salute: ಮಾನ್ಯರೆ, (97, 1195, 134, 1209)
streetlight-glow (121, 633, 180, 692)
author-name: ಕಾರ್ಕಳ ಆನಂದಭಟ್ (619, 171, 725, 189)
issue-date: ಶನಿವಾರ 30 ಜುಲೈ 2022 (1126, 92, 1366, 121)
joke-title: ನಕ್ಕರೆ ಅದೇ ಸ್ವರ್ಗ (145, 151, 305, 183)
letter1-body: ಹಿಂದೆ ಎಲ್ಲೆಂದರಲ್ಲಿ ರಸ್ತೆಯಲ್ಲೇ ವಾಹನಗಳು ನಿಂತಿರುತ್ತಿದ್ದವು. ಈಗ ರಾಮಸ್ವಾಮಿ ಸರ್ಕಲ್ ಹತ್ತಿರದ ನ್ಯಾಯಾಲಯ ಕಡೆಗೆ ಹೋಗುವ ಜಯಲಕ್ಷ್ಮಿ ವಿಲಾಸ ರಸ್ತೆಯಲ್ಲಿ ಪ್ರತಿನಿತ್ಯ ಸಂಜೆಯ ವೇಳೆ ಗೋಬಿ ಮಂಚೂರಿ ತಿನ್ನಲು ಬರುವ ತಿಂಡಿ ಪೋತರಿಗೆ ತಮ್ಮ ವಾಹನವನ್ನು ಹೇಗೆ ನಿಲ್ಲಿಸಬೇಕೆಂಬ ಶಿಸ್ತು ಇಲ್ಲ. ಎಲ್ಲೆಂದರಲ್ಲಿ ನಿಲ್ಲುವ ವಾಹನಗಳಿಂದ ಕಿರಿ ಕಿರಿ ಸಾಮಾನ್ಯವಾಗಿದೆ. ಪಾದಚಾರಿಗಳು ದಾರಿಯೇ ಇಲ್ಲದಂತಾಗಿದೆ. ಪೊಲೀಸರು ಇತ್ತ ಗಮನ ಹರಿಸಲಿ. (97, 837, 440, 939)
letter3-title: ವಿಜಯನಗರ 4ನೇ ಹಂತ, ಆರ್‌ಎಂಪಿಗೆ ಹೆಚ್ಚುವರಿ ಸಿಟಿ ಬಸ್ ಸೌಲಭ್ಯ ಕಲ್ಪಿಸಿ (102, 1758, 432, 1804)
pull-quote-box (823, 690, 1128, 1156)
cricket-body: ಪೋರ್ಟ್ ಆಫ್ ಸ್ಪೇನ್, ಜು.29- ನಾಯಕ ರೋಹಿತ್ ಶರ್ಮಾ ಅವರ ಅರ್ಧಶತಕ ಹಾಗೂ ದಿನೇಶ್ ಕಾರ್ತಿಕ್ ಬಿರುಸಿನ ಬ್ಯಾಟಿಂಗ್ ನೆರವಿನಿಂದ ಭಾರತ ವೆಸ್ಟ್ ಇಂಡೀಸ್ ವಿರುದ್ಧದ ಮೊದಲ ಟಿ20 ಪಂದ್ಯದಲ್ಲಿ 68 ರನ್‌ಗಳ ಗೆಲುವು ಸಾಧಿಸಿದೆ. ಈ ಮೂಲಕ ಸರಣಿಯಲ್ಲಿ 1-0 ಅಂತರದ ಮುನ್ನಡೆ ಪಡೆದಿದೆ. ಭಾರತ ನಿಗದಿತ 20 ಓವರ್‌ಗಳಲ್ಲಿ 6 ವಿಕೆಟ್ ನಷ್ಟಕ್ಕೆ 190 ರನ್ ಗಳಿಸಿತು. ವಿಂಡೀಸ್ 122 ರನ್ ಗಳಿಸಲಷ್ಟೇ ಶಕ್ತವಾಯಿತು. (853, 2020, 1159, 2094)
murmu-photo (823, 338, 1128, 680)
